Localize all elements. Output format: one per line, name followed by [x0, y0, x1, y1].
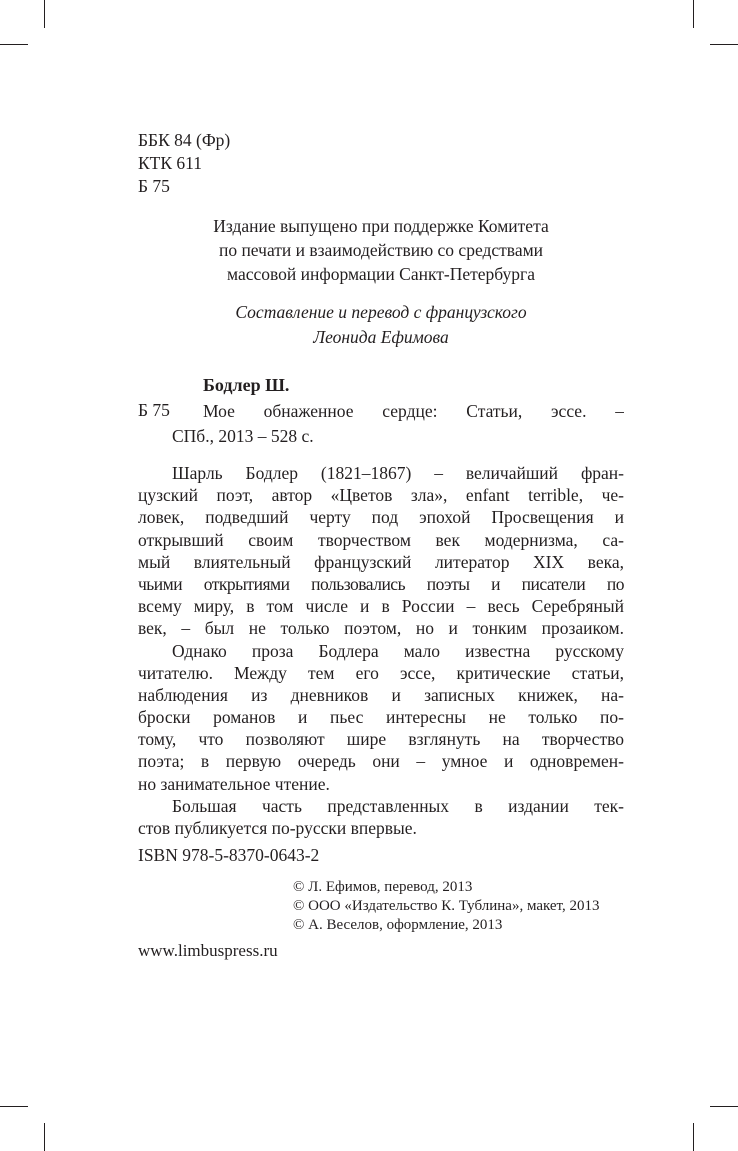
title-line-1	[203, 399, 624, 423]
translation-credit-translator: Леонида Ефимова	[313, 327, 449, 347]
annotation-line: тому, что позволяют шире взглянуть на творчество	[138, 729, 624, 750]
annotation-line: Большая часть представленных в издании тек-	[172, 795, 624, 816]
crop-mark-bottom-right-horizontal	[710, 1106, 738, 1107]
annotation-line: Шарль Бодлер (1821–1867) – величайший фран-	[172, 463, 624, 483]
annotation-line: броски романов и пьес интересны не только по-	[138, 707, 624, 728]
crop-mark-top-left-vertical	[44, 0, 45, 28]
crop-mark-top-left-horizontal	[0, 44, 28, 45]
translation-credit	[138, 300, 624, 350]
annotation-line: открывший своим творчеством век модернизма, са-	[138, 529, 624, 550]
support-notice-line: Издание выпущено при поддержке Комитета	[213, 216, 549, 236]
bbk-code: ББК 84 (Фр)	[138, 130, 231, 150]
annotation-line: век, – был не только поэтом, но и тонким прозаиком.	[138, 618, 624, 639]
annotation-line: всему миру, в том числе и в России – весь Серебряный	[138, 596, 624, 617]
crop-mark-top-right-vertical	[693, 0, 694, 28]
annotation-line: мый влиятельный французский литератор XIX века,	[138, 551, 624, 572]
support-notice	[138, 214, 624, 286]
support-notice-line: массовой информации Санкт-Петербурга	[227, 264, 535, 284]
annotation-line: но занимательное чтение.	[138, 773, 330, 794]
translation-credit-line: Составление и перевод с французского	[235, 302, 527, 322]
crop-mark-bottom-left-horizontal	[0, 1106, 28, 1107]
copyright-line: © ООО «Издательство К. Тублина», макет, 2013	[293, 898, 600, 914]
crop-mark-top-right-horizontal	[710, 44, 738, 45]
author-heading: Бодлер Ш.	[203, 375, 290, 395]
bibliographic-code: Б 75	[138, 400, 170, 420]
copyright-line: © Л. Ефимов, перевод, 2013	[293, 879, 473, 895]
annotation-paragraph-2	[138, 640, 624, 795]
annotation-line: Однако проза Бодлера мало известна русскому	[172, 640, 624, 661]
annotation-line: наблюдения из дневников и записных книжек, на-	[138, 684, 624, 705]
annotation-line: цузский поэт, автор «Цветов зла», enfant terrible, че-	[138, 485, 624, 506]
annotation-line: читателю. Между тем его эссе, критические статьи,	[138, 662, 624, 683]
annotation-line: ловек, подведший черту под эпохой Просвещения и	[138, 507, 624, 528]
annotation-line: поэта; в первую очередь они – умное и одновремен-	[138, 751, 624, 772]
support-notice-line: по печати и взаимодействию со средствами	[218, 240, 544, 260]
isbn: ISBN 978-5-8370-0643-2	[138, 845, 320, 865]
annotation-line: чьими открытиями пользовались поэты и писатели по	[138, 573, 624, 594]
annotation	[138, 462, 624, 839]
annotation-paragraph-3	[138, 795, 624, 839]
author-sign-code: Б 75	[138, 176, 170, 196]
copyright-line: © А. Веселов, оформление, 2013	[293, 917, 503, 933]
annotation-paragraph-1	[138, 462, 624, 640]
annotation-line: стов публикуется по-русски впервые.	[138, 818, 417, 838]
crop-mark-bottom-right-vertical	[693, 1123, 694, 1151]
ktk-code: КТК 611	[138, 153, 203, 173]
website: www.limbuspress.ru	[138, 941, 278, 960]
crop-mark-bottom-left-vertical	[44, 1123, 45, 1151]
title-line-2: СПб., 2013 – 528 с.	[172, 426, 314, 446]
title-text: Мое обнаженное сердце: Статьи, эссе. –	[203, 401, 624, 421]
